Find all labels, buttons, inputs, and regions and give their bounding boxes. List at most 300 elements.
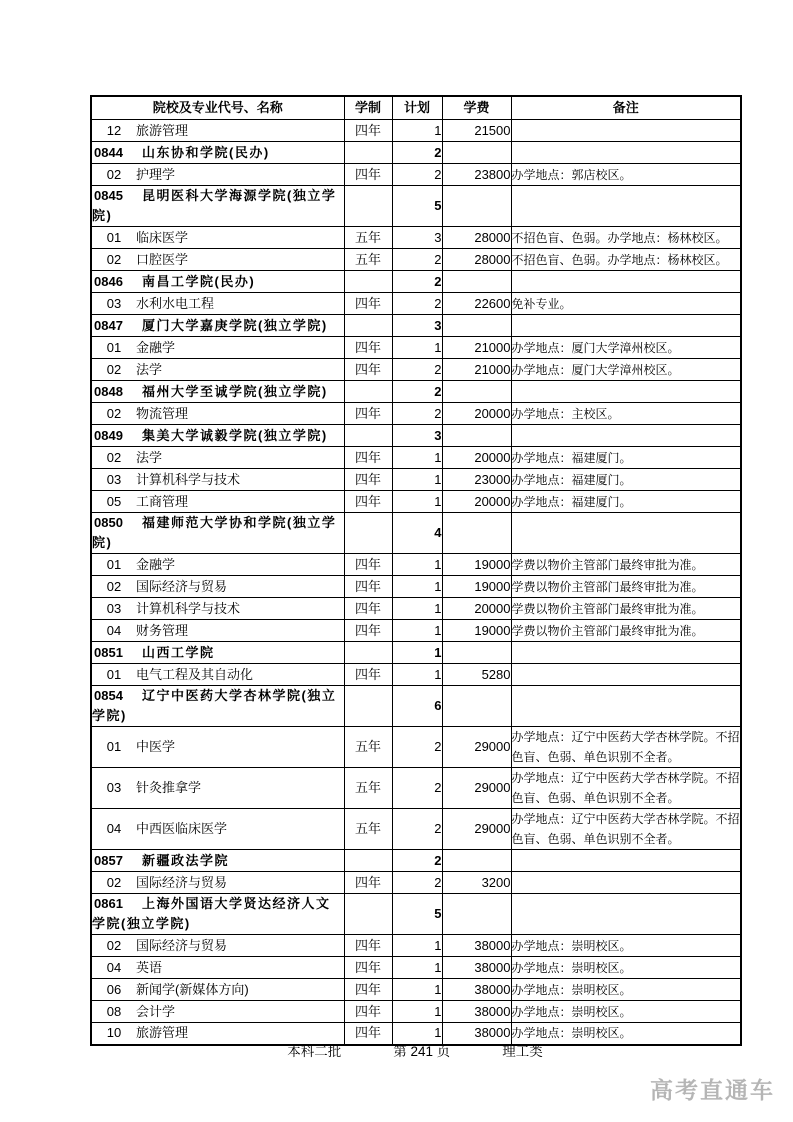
- name-label: 福州大学至诚学院(独立学院): [142, 383, 328, 399]
- table-row: [91, 513, 741, 554]
- duration-cell: 四年: [344, 554, 392, 576]
- fee-cell: [442, 850, 511, 872]
- plan-cell: 2: [392, 727, 442, 768]
- table-row: [91, 271, 741, 293]
- table-row: [91, 425, 741, 447]
- note-cell: 办学地点：辽宁中医药大学杏林学院。不招色盲、色弱、单色识别不全者。: [511, 727, 741, 768]
- name-cell: [91, 447, 344, 469]
- plan-cell: 1: [392, 620, 442, 642]
- name-cell: [91, 850, 344, 872]
- note-cell: 不招色盲、色弱。办学地点：杨林校区。: [511, 227, 741, 249]
- plan-cell: 6: [392, 686, 442, 727]
- plan-cell: 1: [392, 337, 442, 359]
- note-cell: [511, 686, 741, 727]
- plan-cell: 3: [392, 425, 442, 447]
- table-row: [91, 469, 741, 491]
- code-label: 0861: [94, 896, 123, 911]
- duration-cell: [344, 686, 392, 727]
- table-row: [91, 186, 741, 227]
- plan-cell: 1: [392, 957, 442, 979]
- plan-cell: 1: [392, 664, 442, 686]
- note-cell: 办学地点：崇明校区。: [511, 979, 741, 1001]
- duration-cell: 四年: [344, 979, 392, 1001]
- duration-cell: 四年: [344, 598, 392, 620]
- table-body: [91, 120, 741, 1045]
- name-cell: [91, 894, 344, 935]
- name-cell: [91, 598, 344, 620]
- fee-cell: 19000: [442, 576, 511, 598]
- fee-cell: 22600: [442, 293, 511, 315]
- table-row: [91, 894, 741, 935]
- code-label: 0849: [94, 427, 123, 443]
- name-label: 计算机科学与技术: [136, 600, 241, 616]
- note-cell: 学费以物价主管部门最终审批为准。: [511, 598, 741, 620]
- table-row: [91, 935, 741, 957]
- note-cell: [511, 664, 741, 686]
- plan-cell: 1: [392, 554, 442, 576]
- fee-cell: 23000: [442, 469, 511, 491]
- note-cell: 办学地点：崇明校区。: [511, 957, 741, 979]
- plan-cell: 2: [392, 142, 442, 164]
- duration-cell: 四年: [344, 664, 392, 686]
- note-cell: [511, 381, 741, 403]
- plan-cell: 1: [392, 576, 442, 598]
- note-cell: 办学地点：郭店校区。: [511, 164, 741, 186]
- plan-cell: 1: [392, 120, 442, 142]
- name-cell: [91, 186, 344, 227]
- name-label: 中医学: [136, 739, 176, 754]
- code-label: 04: [106, 622, 122, 638]
- name-cell: [91, 664, 344, 686]
- note-cell: [511, 425, 741, 447]
- name-cell: [91, 469, 344, 491]
- code-label: 0848: [94, 383, 123, 399]
- name-label: 临床医学: [136, 229, 189, 245]
- note-cell: 办学地点：辽宁中医药大学杏林学院。不招色盲、色弱、单色识别不全者。: [511, 768, 741, 809]
- note-cell: 办学地点：福建厦门。: [511, 469, 741, 491]
- name-cell: [91, 359, 344, 381]
- duration-cell: 四年: [344, 620, 392, 642]
- plan-cell: 1: [392, 642, 442, 664]
- plan-cell: 2: [392, 403, 442, 425]
- table-row: [91, 727, 741, 768]
- fee-cell: 28000: [442, 249, 511, 271]
- plan-cell: 2: [392, 850, 442, 872]
- table-row: [91, 491, 741, 513]
- table-row: [91, 142, 741, 164]
- name-label: 山西工学院: [142, 644, 215, 660]
- duration-cell: 五年: [344, 768, 392, 809]
- duration-cell: 五年: [344, 227, 392, 249]
- plan-cell: 1: [392, 935, 442, 957]
- note-cell: 办学地点：崇明校区。: [511, 935, 741, 957]
- name-cell: [91, 271, 344, 293]
- code-label: 0854: [94, 688, 123, 703]
- name-label: 英语: [136, 959, 163, 975]
- note-cell: 办学地点：福建厦门。: [511, 491, 741, 513]
- footer-category: 理工类: [502, 1044, 543, 1059]
- note-cell: [511, 894, 741, 935]
- note-cell: [511, 513, 741, 554]
- table-row: [91, 664, 741, 686]
- name-label: 上海外国语大学贤达经济人文学院(独立学院): [92, 896, 331, 931]
- note-cell: [511, 271, 741, 293]
- note-cell: 办学地点：辽宁中医药大学杏林学院。不招色盲、色弱、单色识别不全者。: [511, 809, 741, 850]
- name-label: 国际经济与贸易: [136, 578, 228, 594]
- fee-cell: 38000: [442, 1001, 511, 1023]
- code-label: 05: [106, 493, 122, 509]
- name-cell: [91, 249, 344, 271]
- duration-cell: [344, 513, 392, 554]
- name-cell: [91, 403, 344, 425]
- name-label: 昆明医科大学海源学院(独立学院): [92, 188, 337, 223]
- name-cell: [91, 491, 344, 513]
- fee-cell: 21500: [442, 120, 511, 142]
- code-label: 0844: [94, 144, 123, 160]
- plan-cell: 1: [392, 447, 442, 469]
- duration-cell: [344, 642, 392, 664]
- duration-cell: [344, 850, 392, 872]
- plan-cell: 2: [392, 164, 442, 186]
- duration-cell: [344, 186, 392, 227]
- code-label: 06: [106, 981, 122, 997]
- name-cell: [91, 120, 344, 142]
- code-label: 02: [106, 578, 122, 594]
- code-label: 02: [106, 166, 122, 182]
- name-label: 新疆政法学院: [142, 852, 230, 868]
- name-label: 会计学: [136, 1003, 176, 1019]
- duration-cell: 四年: [344, 491, 392, 513]
- header-fee: 学费: [442, 96, 511, 120]
- table-row: [91, 337, 741, 359]
- note-cell: 办学地点：崇明校区。: [511, 1001, 741, 1023]
- name-label: 旅游管理: [136, 122, 189, 138]
- code-label: 04: [106, 821, 122, 836]
- fee-cell: [442, 142, 511, 164]
- name-cell: [91, 957, 344, 979]
- note-cell: 学费以物价主管部门最终审批为准。: [511, 620, 741, 642]
- name-cell: [91, 554, 344, 576]
- duration-cell: [344, 425, 392, 447]
- header-row: [91, 96, 741, 120]
- note-cell: 免补专业。: [511, 293, 741, 315]
- plan-cell: 2: [392, 768, 442, 809]
- note-cell: [511, 850, 741, 872]
- note-cell: 办学地点：厦门大学漳州校区。: [511, 359, 741, 381]
- fee-cell: [442, 271, 511, 293]
- table-row: [91, 872, 741, 894]
- name-label: 集美大学诚毅学院(独立学院): [142, 427, 328, 443]
- name-label: 计算机科学与技术: [136, 471, 241, 487]
- name-cell: [91, 1001, 344, 1023]
- header-duration: 学制: [344, 96, 392, 120]
- duration-cell: 四年: [344, 293, 392, 315]
- note-cell: [511, 315, 741, 337]
- table-row: [91, 381, 741, 403]
- note-cell: 办学地点：福建厦门。: [511, 447, 741, 469]
- code-label: 0857: [94, 852, 123, 868]
- note-cell: [511, 186, 741, 227]
- table-row: [91, 293, 741, 315]
- table-row: [91, 957, 741, 979]
- code-label: 02: [106, 405, 122, 421]
- name-cell: [91, 935, 344, 957]
- duration-cell: 四年: [344, 872, 392, 894]
- name-cell: [91, 979, 344, 1001]
- table-row: [91, 979, 741, 1001]
- table-row: [91, 1001, 741, 1023]
- code-label: 03: [106, 471, 122, 487]
- duration-cell: 四年: [344, 359, 392, 381]
- name-label: 厦门大学嘉庚学院(独立学院): [142, 317, 328, 333]
- fee-cell: 3200: [442, 872, 511, 894]
- table-row: [91, 809, 741, 850]
- fee-cell: [442, 425, 511, 447]
- code-label: 01: [106, 666, 122, 682]
- fee-cell: 29000: [442, 727, 511, 768]
- plan-cell: 1: [392, 979, 442, 1001]
- name-cell: [91, 293, 344, 315]
- duration-cell: 四年: [344, 469, 392, 491]
- note-cell: [511, 120, 741, 142]
- duration-cell: [344, 381, 392, 403]
- duration-cell: 五年: [344, 249, 392, 271]
- code-label: 12: [106, 122, 122, 138]
- name-label: 金融学: [136, 339, 176, 355]
- name-cell: [91, 576, 344, 598]
- page-footer: [90, 1040, 740, 1060]
- duration-cell: 四年: [344, 576, 392, 598]
- note-cell: 办学地点：主校区。: [511, 403, 741, 425]
- plan-cell: 5: [392, 894, 442, 935]
- code-label: 01: [106, 556, 122, 572]
- code-label: 03: [106, 600, 122, 616]
- name-cell: [91, 872, 344, 894]
- note-cell: 学费以物价主管部门最终审批为准。: [511, 554, 741, 576]
- fee-cell: 29000: [442, 768, 511, 809]
- fee-cell: 38000: [442, 957, 511, 979]
- duration-cell: [344, 315, 392, 337]
- duration-cell: 五年: [344, 809, 392, 850]
- name-label: 国际经济与贸易: [136, 874, 228, 890]
- plan-cell: 3: [392, 227, 442, 249]
- duration-cell: 四年: [344, 935, 392, 957]
- name-label: 财务管理: [136, 622, 189, 638]
- admission-plan-table: [90, 95, 742, 1046]
- fee-cell: 28000: [442, 227, 511, 249]
- duration-cell: [344, 271, 392, 293]
- note-cell: [511, 872, 741, 894]
- table-row: [91, 359, 741, 381]
- table-row: [91, 227, 741, 249]
- fee-cell: [442, 642, 511, 664]
- name-cell: [91, 337, 344, 359]
- name-cell: [91, 809, 344, 850]
- code-label: 0851: [94, 644, 123, 660]
- plan-cell: 1: [392, 598, 442, 620]
- name-cell: [91, 642, 344, 664]
- fee-cell: 29000: [442, 809, 511, 850]
- duration-cell: 五年: [344, 727, 392, 768]
- name-cell: [91, 620, 344, 642]
- fee-cell: 20000: [442, 447, 511, 469]
- fee-cell: 20000: [442, 491, 511, 513]
- code-label: 0846: [94, 273, 123, 289]
- table-row: [91, 686, 741, 727]
- fee-cell: [442, 894, 511, 935]
- name-label: 针灸推拿学: [136, 780, 202, 795]
- code-label: 0847: [94, 317, 123, 333]
- note-cell: 办学地点：厦门大学漳州校区。: [511, 337, 741, 359]
- duration-cell: 四年: [344, 957, 392, 979]
- duration-cell: 四年: [344, 337, 392, 359]
- fee-cell: 19000: [442, 620, 511, 642]
- duration-cell: [344, 894, 392, 935]
- name-label: 物流管理: [136, 405, 189, 421]
- fee-cell: 20000: [442, 598, 511, 620]
- plan-cell: 3: [392, 315, 442, 337]
- header-plan: 计划: [392, 96, 442, 120]
- table-row: [91, 315, 741, 337]
- plan-cell: 2: [392, 809, 442, 850]
- table-row: [91, 164, 741, 186]
- fee-cell: 38000: [442, 935, 511, 957]
- name-label: 新闻学(新媒体方向): [136, 981, 249, 997]
- name-label: 电气工程及其自动化: [136, 666, 254, 682]
- fee-cell: 21000: [442, 337, 511, 359]
- name-label: 金融学: [136, 556, 176, 572]
- fee-cell: 38000: [442, 979, 511, 1001]
- fee-cell: 5280: [442, 664, 511, 686]
- name-label: 旅游管理: [136, 1025, 189, 1041]
- duration-cell: [344, 142, 392, 164]
- name-label: 水利水电工程: [136, 295, 215, 311]
- plan-cell: 2: [392, 271, 442, 293]
- table-row: [91, 403, 741, 425]
- note-cell: 不招色盲、色弱。办学地点：杨林校区。: [511, 249, 741, 271]
- name-cell: [91, 227, 344, 249]
- table-row: [91, 554, 741, 576]
- name-label: 法学: [136, 361, 163, 377]
- name-cell: [91, 164, 344, 186]
- name-cell: [91, 425, 344, 447]
- plan-cell: 2: [392, 293, 442, 315]
- note-cell: [511, 142, 741, 164]
- code-label: 01: [106, 339, 122, 355]
- name-label: 山东协和学院(民办): [142, 144, 270, 160]
- name-cell: [91, 513, 344, 554]
- name-label: 南昌工学院(民办): [142, 273, 256, 289]
- code-label: 10: [106, 1025, 122, 1041]
- name-label: 法学: [136, 449, 163, 465]
- plan-cell: 2: [392, 249, 442, 271]
- duration-cell: 四年: [344, 164, 392, 186]
- fee-cell: 20000: [442, 403, 511, 425]
- code-label: 03: [106, 780, 122, 795]
- duration-cell: 四年: [344, 447, 392, 469]
- fee-cell: [442, 315, 511, 337]
- table-row: [91, 642, 741, 664]
- name-cell: [91, 768, 344, 809]
- name-label: 工商管理: [136, 493, 189, 509]
- plan-cell: 2: [392, 359, 442, 381]
- name-label: 护理学: [136, 166, 176, 182]
- fee-cell: 21000: [442, 359, 511, 381]
- plan-cell: 1: [392, 1023, 442, 1045]
- duration-cell: 四年: [344, 403, 392, 425]
- fee-cell: 19000: [442, 554, 511, 576]
- note-cell: 学费以物价主管部门最终审批为准。: [511, 576, 741, 598]
- table-row: [91, 768, 741, 809]
- table-row: [91, 447, 741, 469]
- name-cell: [91, 686, 344, 727]
- plan-cell: 1: [392, 491, 442, 513]
- footer-page-number: 第 241 页: [393, 1044, 451, 1059]
- code-label: 02: [106, 449, 122, 465]
- table-row: [91, 120, 741, 142]
- header-note: 备注: [511, 96, 741, 120]
- plan-cell: 2: [392, 381, 442, 403]
- table-row: [91, 850, 741, 872]
- fee-cell: [442, 513, 511, 554]
- plan-cell: 2: [392, 872, 442, 894]
- name-cell: [91, 727, 344, 768]
- header-name: 院校及专业代号、名称: [91, 96, 344, 120]
- name-cell: [91, 315, 344, 337]
- fee-cell: 38000: [442, 1023, 511, 1045]
- name-label: 国际经济与贸易: [136, 937, 228, 953]
- fee-cell: [442, 686, 511, 727]
- code-label: 0850: [94, 515, 123, 530]
- plan-cell: 1: [392, 469, 442, 491]
- code-label: 02: [106, 874, 122, 890]
- code-label: 01: [106, 229, 122, 245]
- code-label: 03: [106, 295, 122, 311]
- note-cell: [511, 642, 741, 664]
- plan-cell: 5: [392, 186, 442, 227]
- table-row: [91, 576, 741, 598]
- table-header: [91, 96, 741, 120]
- name-label: 辽宁中医药大学杏林学院(独立学院): [92, 688, 337, 723]
- code-label: 02: [106, 937, 122, 953]
- code-label: 01: [106, 739, 122, 754]
- fee-cell: [442, 186, 511, 227]
- name-label: 福建师范大学协和学院(独立学院): [92, 515, 337, 550]
- name-cell: [91, 381, 344, 403]
- note-cell: 办学地点：崇明校区。: [511, 1023, 741, 1045]
- fee-cell: [442, 381, 511, 403]
- duration-cell: 四年: [344, 1023, 392, 1045]
- plan-cell: 1: [392, 1001, 442, 1023]
- footer-batch: 本科二批: [287, 1044, 342, 1059]
- fee-cell: 23800: [442, 164, 511, 186]
- code-label: 02: [106, 361, 122, 377]
- name-label: 中西医临床医学: [136, 821, 228, 836]
- code-label: 0845: [94, 188, 123, 203]
- code-label: 02: [106, 251, 122, 267]
- name-cell: [91, 142, 344, 164]
- watermark: 高考直通车: [650, 1077, 775, 1103]
- table-row: [91, 598, 741, 620]
- name-label: 口腔医学: [136, 251, 189, 267]
- table-row: [91, 620, 741, 642]
- plan-cell: 4: [392, 513, 442, 554]
- code-label: 08: [106, 1003, 122, 1019]
- code-label: 04: [106, 959, 122, 975]
- table-row: [91, 249, 741, 271]
- duration-cell: 四年: [344, 1001, 392, 1023]
- duration-cell: 四年: [344, 120, 392, 142]
